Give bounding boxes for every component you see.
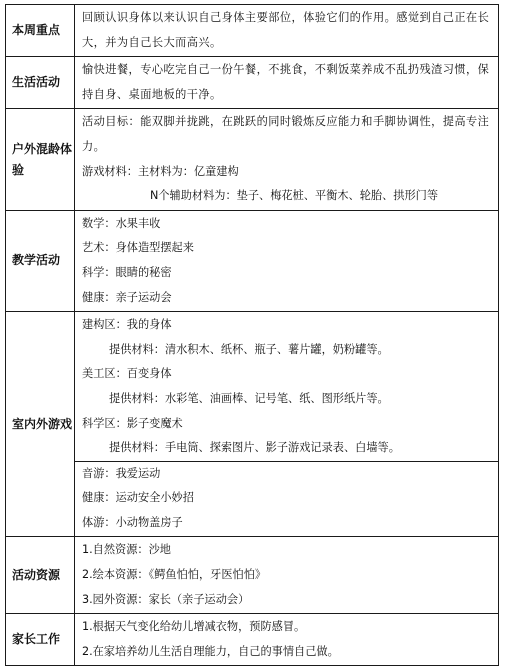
resource-item: 1.自然资源：沙地 xyxy=(82,543,171,557)
outdoor-game: 健康：运动安全小妙招 xyxy=(82,491,194,505)
teaching-item: 科学：眼睛的秘密 xyxy=(82,265,172,279)
row-resources xyxy=(6,537,499,614)
zone-materials: 提供材料：手电筒、探索图片、影子游戏记录表、白墙等。 xyxy=(109,441,400,455)
weekly-plan-table xyxy=(5,4,499,666)
label-resources: 活动资源 xyxy=(6,537,75,614)
zone-name: 建构区：我的身体 xyxy=(82,318,172,332)
row-parents xyxy=(6,614,499,666)
content-resources xyxy=(75,537,499,614)
content-focus xyxy=(75,5,499,57)
focus-text: 回顾认识身体以来认识自己身体主要部位，体验它们的作用。感觉到自己正在长大，并为自己长大而高兴。 xyxy=(82,11,490,49)
zone-materials: 提供材料：水彩笔、油画棒、记号笔、纸、图形纸片等。 xyxy=(109,391,389,405)
row-life xyxy=(6,57,499,109)
row-indoor xyxy=(6,312,499,537)
content-parents xyxy=(75,614,499,666)
life-text: 愉快进餐，专心吃完自己一份午餐，不挑食，不剩饭菜养成不乱扔残渣习惯，保持自身、桌面地板的干净。 xyxy=(82,63,490,101)
row-teaching xyxy=(6,210,499,311)
content-outdoor xyxy=(75,109,499,210)
row-outdoor xyxy=(6,109,499,210)
teaching-item: 数学：水果丰收 xyxy=(82,216,161,230)
outdoor-game: 音游：我爱运动 xyxy=(82,466,161,480)
content-teaching xyxy=(75,210,499,311)
content-indoor xyxy=(75,312,499,537)
zone-name: 科学区：影子变魔术 xyxy=(82,416,183,430)
parent-item: 2.在家培养幼儿生活自理能力，自己的事情自己做。 xyxy=(82,644,339,658)
label-outdoor: 户外混龄体验 xyxy=(6,109,75,210)
outdoor-goal: 活动目标：能双脚并拢跳，在跳跃的同时锻炼反应能力和手脚协调性，提高专注力。 xyxy=(82,115,490,153)
outdoor-games-section xyxy=(75,461,498,536)
outdoor-material-aux: N个辅助材料为：垫子、梅花桩、平衡木、轮胎、拱形门等 xyxy=(150,189,439,203)
label-life: 生活活动 xyxy=(6,57,75,109)
label-parents: 家长工作 xyxy=(6,614,75,666)
row-focus xyxy=(6,5,499,57)
teaching-item: 健康：亲子运动会 xyxy=(82,290,172,304)
teaching-item: 艺术：身体造型摆起来 xyxy=(82,241,194,255)
content-life xyxy=(75,57,499,109)
zone-name: 美工区：百变身体 xyxy=(82,367,172,381)
resource-item: 2.绘本资源：《鳄鱼怕怕，牙医怕怕》 xyxy=(82,568,267,582)
resource-item: 3.园外资源：家长（亲子运动会） xyxy=(82,592,250,606)
label-focus: 本周重点 xyxy=(6,5,75,57)
parent-item: 1.根据天气变化给幼儿增减衣物，预防感冒。 xyxy=(82,620,306,634)
zone-materials: 提供材料：清水积木、纸杯、瓶子、薯片罐，奶粉罐等。 xyxy=(109,342,389,356)
outdoor-game: 体游：小动物盖房子 xyxy=(82,515,183,529)
outdoor-material-main: 游戏材料：主材料为：亿童建构 xyxy=(82,164,239,178)
label-teaching: 教学活动 xyxy=(6,210,75,311)
label-indoor: 室内外游戏 xyxy=(6,312,75,537)
